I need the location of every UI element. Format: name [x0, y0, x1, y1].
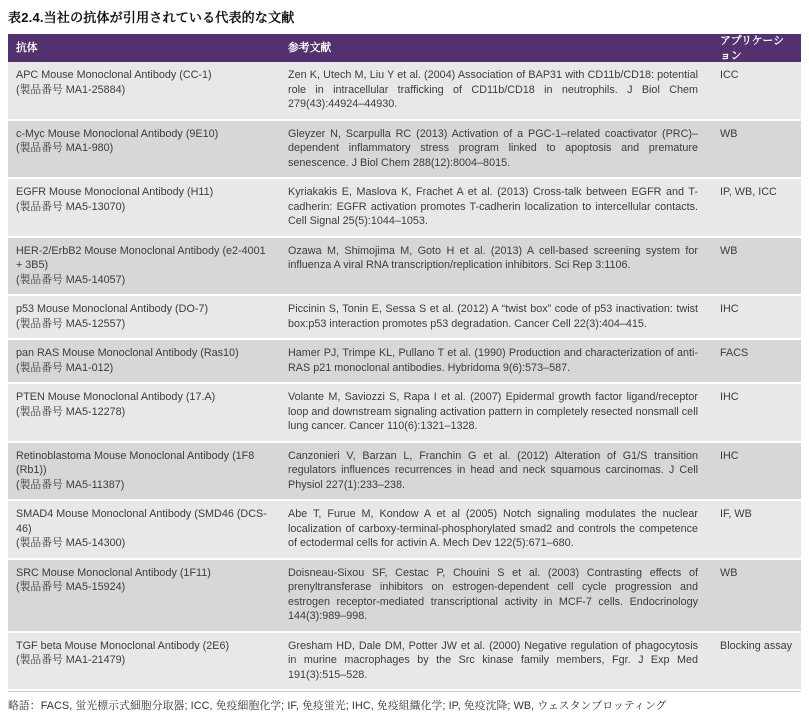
- reference-text: Hamer PJ, Trimpe KL, Pullano T et al. (1990) Production and characterization of anti-RAS p21 monoclonal antibodies. Hybridoma 9(6):573–587.: [288, 347, 698, 374]
- reference-cell: [280, 340, 712, 382]
- antibody-name: TGF beta Mouse Monoclonal Antibody (2E6): [16, 639, 230, 652]
- antibody-cell: [8, 62, 280, 119]
- antibody-cell: [8, 179, 280, 236]
- antibody-cell: [8, 560, 280, 631]
- table-header-row: [8, 34, 801, 62]
- table-row: [8, 238, 801, 297]
- reference-cell: [280, 62, 712, 119]
- product-number: (製品番号 MA5-13070): [16, 200, 126, 213]
- product-number: (製品番号 MA5-12278): [16, 405, 126, 418]
- reference-cell: [280, 501, 712, 558]
- reference-text: Volante M, Saviozzi S, Rapa I et al. (2007) Epidermal growth factor ligand/receptor loop and downstream signaling activation pattern in completely resected nonsmall cell lung cancer. Cancer 110(6):1321–1328.: [288, 391, 698, 432]
- reference-text: Abe T, Furue M, Kondow A et al (2005) Notch signaling modulates the nuclear localization of carboxy-terminal-phosphorylated smad2 and controls the competence of ectodermal cells for activin A. Mech Dev 122(5):671–680.: [288, 508, 698, 549]
- reference-cell: [280, 384, 712, 441]
- application-cell: [712, 443, 801, 500]
- antibody-name: c-Myc Mouse Monoclonal Antibody (9E10): [16, 127, 219, 140]
- reference-cell: [280, 179, 712, 236]
- reference-text: Gresham HD, Dale DM, Potter JW et al. (2000) Negative regulation of phagocytosis in murine macrophages by the Src kinase family members, Fgr. J Exp Med 191(3):515–528.: [288, 639, 698, 681]
- application-value: IHC: [720, 449, 739, 462]
- column-header-application: アプリケーション: [720, 35, 784, 62]
- reference-cell: [280, 296, 712, 338]
- antibody-cell: [8, 296, 280, 338]
- reference-cell: [280, 560, 712, 631]
- reference-text: Gleyzer N, Scarpulla RC (2013) Activation of a PGC-1–related coactivator (PRC)–dependent inflammatory stress program linked to apoptosis and premature senescence. J Biol Chem 288(12):8004–8015.: [288, 127, 698, 169]
- table-title: 表2.4.当社の抗体が引用されている代表的な文献: [8, 10, 295, 25]
- reference-cell: [280, 238, 712, 295]
- product-number: (製品番号 MA1-21479): [16, 654, 126, 666]
- application-value: WB: [720, 127, 738, 140]
- antibody-cell: [8, 633, 280, 690]
- table-row: [8, 340, 801, 384]
- reference-text: Doisneau-Sixou SF, Cestac P, Chouini S et al. (2003) Contrasting effects of prenyltransferase inhibitors on estrogen-dependent cell cycle progression and estrogen receptor-mediated transcriptional activity in MCF-7 cells. Endocrinology 144(3):989–998.: [288, 566, 698, 622]
- product-number: (製品番号 MA5-15924): [16, 581, 126, 593]
- application-cell: [712, 560, 801, 631]
- antibody-name: SRC Mouse Monoclonal Antibody (1F11): [16, 566, 211, 579]
- application-value: IHC: [720, 303, 739, 315]
- application-cell: [712, 179, 801, 236]
- application-value: FACS: [720, 347, 749, 359]
- table-row: [8, 62, 801, 121]
- table-row: [8, 443, 801, 502]
- antibody-name: Retinoblastoma Mouse Monoclonal Antibody (1F8 (Rb1)): [16, 449, 255, 476]
- application-cell: [712, 121, 801, 178]
- reference-text: Piccinin S, Tonin E, Sessa S et al. (2012) A “twist box” code of p53 inactivation: twist box:p53 interaction promotes p53 degradation. Cancer Cell 22(3):404–415.: [288, 303, 698, 330]
- application-cell: [712, 62, 801, 119]
- application-cell: [712, 238, 801, 295]
- product-number: (製品番号 MA5-14057): [16, 273, 126, 286]
- reference-text: Ozawa M, Shimojima M, Goto H et al. (2013) A cell-based screening system for influenza A viral RNA transcription/replication inhibitors. Sci Rep 3:1106.: [288, 244, 698, 271]
- application-value: IHC: [720, 391, 739, 403]
- antibody-cell: [8, 340, 280, 382]
- reference-cell: [280, 443, 712, 500]
- references-table: [8, 34, 801, 692]
- antibody-cell: [8, 443, 280, 500]
- antibody-cell: [8, 238, 280, 295]
- reference-text: Canzonieri V, Barzan L, Franchin G et al. (2012) Alteration of G1/S transition regulators influences recurrences in head and neck squamous carcinomas. J Cell Physiol 227(1):233–238.: [288, 449, 698, 491]
- antibody-cell: [8, 384, 280, 441]
- table-row: [8, 501, 801, 560]
- antibody-name: p53 Mouse Monoclonal Antibody (DO-7): [16, 303, 209, 315]
- application-cell: [712, 633, 802, 690]
- product-number: (製品番号 MA1-25884): [16, 83, 126, 96]
- antibody-cell: [8, 501, 280, 558]
- column-header-antibody: 抗体: [16, 42, 38, 55]
- antibody-cell: [8, 121, 280, 178]
- product-number: (製品番号 MA5-14300): [16, 537, 126, 549]
- application-cell: [712, 384, 801, 441]
- application-value: ICC: [720, 69, 739, 81]
- table-row: [8, 560, 801, 633]
- antibody-name: APC Mouse Monoclonal Antibody (CC-1): [16, 69, 212, 81]
- product-number: (製品番号 MA1-012): [16, 361, 114, 374]
- product-number: (製品番号 MA5-11387): [16, 478, 125, 491]
- application-value: WB: [720, 244, 738, 257]
- application-value: IP, WB, ICC: [720, 186, 777, 198]
- application-cell: [712, 501, 801, 558]
- table-row: [8, 384, 801, 443]
- application-value: IF, WB: [720, 508, 752, 520]
- reference-text: Zen K, Utech M, Liu Y et al. (2004) Association of BAP31 with CD11b/CD18: potential role in intracellular trafficking of CD11b/CD18 in neutrophils. J Biol Chem 279(43):44924–44930.: [288, 69, 698, 110]
- table-row: [8, 296, 801, 340]
- product-number: (製品番号 MA5-12557): [16, 317, 126, 330]
- antibody-name: pan RAS Mouse Monoclonal Antibody (Ras10): [16, 347, 239, 359]
- application-value: WB: [720, 566, 738, 579]
- antibody-name: SMAD4 Mouse Monoclonal Antibody (SMD46 (DCS-46): [16, 508, 267, 535]
- product-number: (製品番号 MA1-980): [16, 142, 114, 154]
- table-body: [8, 62, 801, 691]
- table-row: [8, 179, 801, 238]
- antibody-name: HER-2/ErbB2 Mouse Monoclonal Antibody (e2-4001 + 3B5): [16, 244, 266, 271]
- column-header-reference: 参考文献: [288, 42, 332, 55]
- application-cell: [712, 296, 801, 338]
- table-row: [8, 633, 801, 692]
- antibody-name: PTEN Mouse Monoclonal Antibody (17.A): [16, 391, 216, 403]
- abbreviations-note: 略語：FACS, 蛍光標示式細胞分取器; ICC, 免疫細胞化学; IF, 免疫蛍光; IHC, 免疫組織化学; IP, 免疫沈降; WB, ウェスタンブロッティング: [8, 700, 667, 712]
- table-row: [8, 121, 801, 180]
- application-value: Blocking assay: [720, 639, 793, 652]
- reference-cell: [280, 633, 712, 690]
- application-cell: [712, 340, 801, 382]
- antibody-name: EGFR Mouse Monoclonal Antibody (H11): [16, 186, 214, 198]
- reference-cell: [280, 121, 712, 178]
- reference-text: Kyriakakis E, Maslova K, Frachet A et al. (2013) Cross-talk between EGFR and T-cadherin: EGFR activation promotes T-cadherin localization to intercellular contacts. Cell Signal 25(5):1044–1053.: [288, 186, 698, 227]
